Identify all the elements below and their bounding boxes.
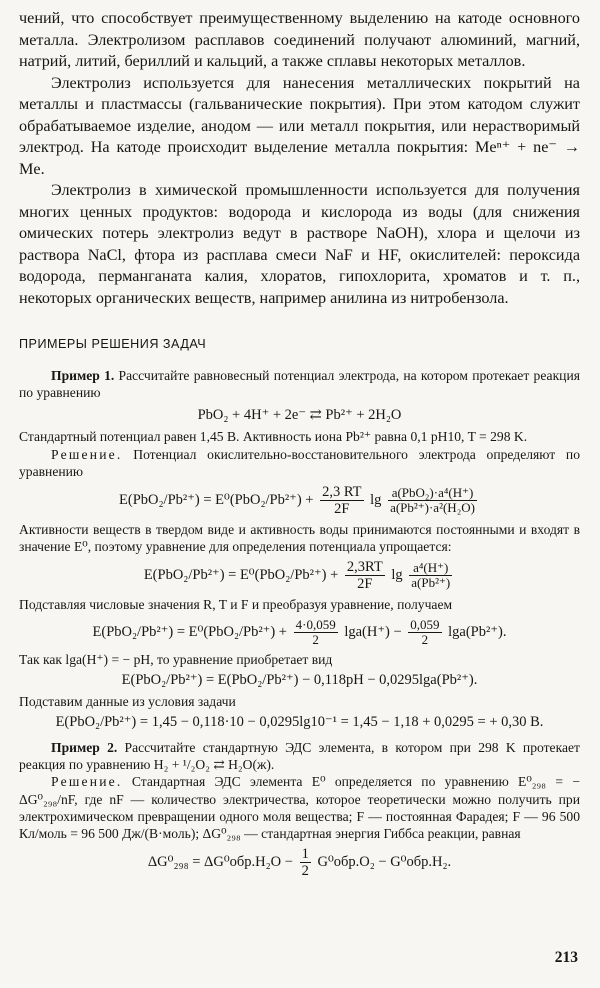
eq3-f2-num: 0,059 (410, 616, 440, 632)
eq3-f1-den: 2 (312, 631, 319, 647)
gibbs-rhs: G⁰обр.O₂ − G⁰обр.H₂. (317, 854, 452, 871)
electroplating-text: Электролиз используется для нанесения металлических покрытий на металлы и пластмассы (гальванические покрытия). При этом катодом служит обрабатываемое изделие, анодом — или металл покрытия, или нерастворимый электрод. На катоде происходит выделение металла покрытия: (19, 73, 580, 156)
example1-statement (19, 367, 580, 401)
gibbs-lhs: ΔG⁰₂₉₈ = ΔG⁰обр.H₂O − (147, 854, 293, 871)
eq1-lhs: E(PbO₂/Pb²⁺) = E⁰(PbO₂/Pb²⁺) + (119, 491, 314, 508)
eq3-fraction2 (408, 618, 441, 647)
eq3-term2: lga(Pb²⁺). (448, 623, 507, 640)
cathode-reaction: Meⁿ⁺ + ne⁻ → Me. (19, 138, 580, 178)
example1-text: Рассчитайте равновесный потенциал электрода, на котором протекает реакция по уравнению (19, 368, 580, 401)
eq1-fraction (320, 484, 363, 517)
example1-given: Стандартный потенциал равен 1,45 В. Активность иона Pb²⁺ равна 0,1 pH10, T = 298 K. (19, 429, 528, 445)
paragraph-electrolysis-melts: чений, что способствует преимущественному выделению на катоде основного металла. Электролизом расплавов соединений получают алюминий, магний, натрий, литий, бериллий и кальций, а также сплавы некоторых металлов. (19, 9, 580, 70)
example1-text5: Подставим данные из условия задачи (19, 693, 236, 709)
nernst-equation-simplified (19, 559, 580, 592)
eq2-frac-den: 2F (357, 576, 373, 593)
example2-solution (19, 773, 580, 842)
gibbs-frac-num: 1 (301, 846, 309, 863)
eq1-frac-num: 2,3 RT (322, 484, 362, 501)
paragraph-electroplating (19, 73, 580, 181)
example2-label: Пример 2. (51, 740, 118, 756)
eq2-fraction (345, 559, 385, 592)
gibbs-fraction (300, 846, 311, 879)
example1-text4: Так как lga(H⁺) = − pH, то уравнение приобретает вид (19, 651, 333, 667)
final-calculation: E(PbO₂/Pb²⁺) = 1,45 − 0,118·10 − 0,0295lg10⁻¹ = 1,45 − 1,18 + 0,0295 = + 0,30 В. (55, 714, 544, 731)
page-number: 213 (554, 949, 578, 966)
eq1-act-den: a(Pb²⁺)·a²(H₂O) (390, 500, 475, 516)
eq1-log: lg (370, 491, 382, 508)
eq3-fraction1 (294, 618, 338, 647)
eq1-act-num: a(PbO₂)·a⁴(H⁺) (388, 486, 477, 501)
eq2-lhs: E(PbO₂/Pb²⁺) = E⁰(PbO₂/Pb²⁺) + (143, 567, 339, 584)
gibbs-equation (19, 846, 580, 879)
example2-solution-label: Решение. (51, 774, 123, 790)
nernst-equation-numeric (19, 618, 580, 647)
eq2-log: lg (391, 567, 403, 584)
eq2-act-den: a(Pb²⁺) (411, 575, 451, 591)
section-heading: ПРИМЕРЫ РЕШЕНИЯ ЗАДАЧ (19, 337, 207, 351)
paragraph-chemical-industry: Электролиз в химической промышленности используется для получения многих ценных продуктов: водорода и кислорода из воды (для снижения омических потерь электролиз ведут в растворе NaOH), хлора и щелочи из раствора NaCl, фтора из расплава смеси NaF и HF, окислителей: пероксида водорода, перманганата калия, хлоратов, гипохлорита, хроматов и т. п., некоторых органических веществ, например анилина из нитробензола. (19, 181, 580, 307)
example1-text2: Активности веществ в твердом виде и активность воды принимаются постоянными и входят в значение E⁰, поэтому уравнение для определения потенциала упрощается: (19, 522, 580, 555)
example1-label: Пример 1. (51, 368, 115, 383)
gibbs-frac-den: 2 (301, 863, 309, 880)
eq2-act-num: a⁴(H⁺) (409, 561, 452, 576)
eq1-activity-fraction (388, 486, 477, 515)
example1-text3: Подставляя числовые значения R, T и F и преобразуя уравнение, получаем (19, 597, 453, 613)
example2-text: Рассчитайте стандартную ЭДС элемента, в котором при 298 K протекает реакция по уравнению H₂ + ¹/₂O₂ ⇄ H₂O(ж). (19, 740, 580, 773)
example2-solution-text: Стандартная ЭДС элемента E⁰ определяется по уравнению E⁰₂₉₈ = − ΔG⁰₂₉₈/nF, где nF — количество электричества, которое теоретически можно получить при электрохимическом превращении одного моля вещества; F — постоянная Фарадея; F — 96 500 Кл/моль = 96 500 Дж/(В·моль); ΔG⁰₂₉₈ — стандартная энергия Гиббса реакции, равная (19, 774, 580, 842)
example1-reaction: PbO₂ + 4H⁺ + 2e⁻ ⇄ Pb²⁺ + 2H₂O (197, 407, 402, 424)
nernst-equation-full (19, 484, 580, 517)
example1-solution (19, 446, 580, 480)
eq1-frac-den: 2F (334, 501, 350, 518)
example1-solution-text: Потенциал окислительно-восстановительного электрода определяют по уравнению (19, 446, 580, 479)
eq3-term1: lga(H⁺) − (344, 623, 402, 640)
eq3-f1-num: 4·0,059 (295, 616, 336, 632)
eq3-lhs: E(PbO₂/Pb²⁺) = E⁰(PbO₂/Pb²⁺) + (92, 623, 287, 640)
eq2-activity-fraction (409, 561, 452, 590)
solution-label: Решение. (51, 446, 123, 462)
eq2-frac-num: 2,3RT (346, 559, 383, 576)
example2-statement (19, 739, 580, 773)
ph-equation: E(PbO₂/Pb²⁺) = E(PbO₂/Pb²⁺) − 0,118pH − 0,0295lga(Pb²⁺). (121, 671, 478, 688)
eq3-f2-den: 2 (421, 631, 429, 647)
